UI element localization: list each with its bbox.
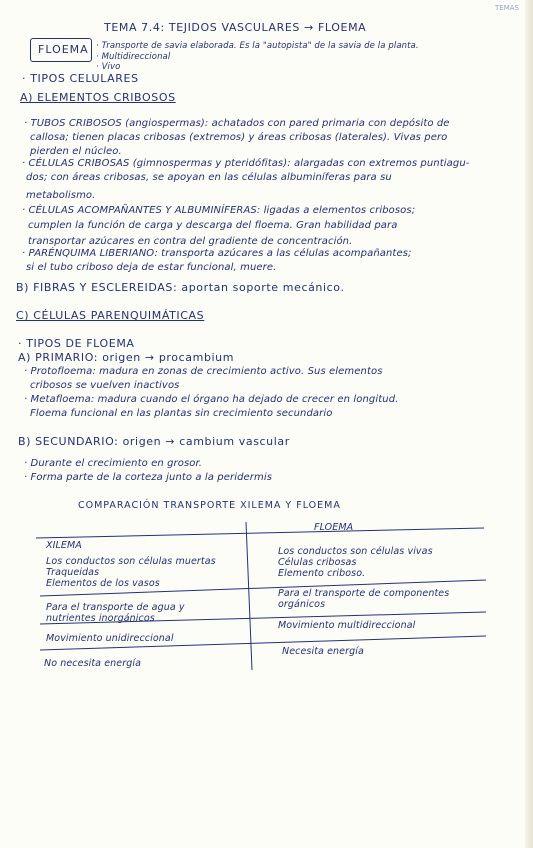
text-line: · CÉLULAS ACOMPAÑANTES Y ALBUMINÍFERAS: ligadas a elementos cribosos; — [22, 205, 416, 216]
floema-box-label: FLOEMA — [38, 43, 89, 56]
text-line: · Protofloema: madura en zonas de crecimiento activo. Sus elementos — [24, 366, 383, 377]
text-line: Floema funcional en las plantas sin crecimiento secundario — [30, 408, 333, 419]
heading-secundario: B) SECUNDARIO: origen → cambium vascular — [18, 435, 290, 448]
text-line: cribosos se vuelven inactivos — [30, 380, 180, 391]
heading-primario: A) PRIMARIO: origen → procambium — [18, 351, 235, 364]
corner-label: TEMAS — [495, 4, 519, 12]
text-line: · PARÉNQUIMA LIBERIANO: transporta azúcares a las células acompañantes; — [22, 248, 412, 259]
table-column-divider — [246, 522, 252, 670]
table-cell: Movimiento unidireccional — [46, 633, 174, 644]
box-note-1: · Transporte de savia elaborada. Es la "autopista" de la savia de la planta. — [96, 41, 419, 51]
text-line: callosa; tienen placas cribosas (extremos) y áreas cribosas (laterales). Vivas pero — [30, 132, 448, 143]
table-header-line — [36, 528, 484, 538]
text-line: pierden el núcleo. — [30, 146, 122, 157]
text-line: · CÉLULAS CRIBOSAS (gimnospermas y pteridófitas): alargadas con extremos puntiagu- — [22, 158, 470, 169]
page-title: TEMA 7.4: TEJIDOS VASCULARES → FLOEMA — [104, 21, 367, 34]
table-cell: Los conductos son células muertas Traqueidas Elementos de los vasos — [46, 556, 216, 589]
table-header-floema: FLOEMA — [314, 522, 354, 533]
text-line: dos; con áreas cribosas, se apoyan en las células albuminíferas para su — [26, 172, 392, 183]
text-line: transportar azúcares en contra del gradiente de concentración. — [28, 236, 353, 247]
table-cell: Los conductos son células vivas Células cribosas Elemento criboso. — [278, 546, 433, 579]
table-cell: Necesita energía — [282, 646, 364, 657]
table-cell: Para el transporte de agua y nutrientes inorgánicos — [46, 602, 185, 624]
text-line: · Durante el crecimiento en grosor. — [24, 458, 203, 469]
table-cell: No necesita energía — [44, 658, 142, 669]
section-tipos-celulares: · TIPOS CELULARES — [22, 72, 139, 85]
heading-celulas-parenquimaticas: C) CÉLULAS PARENQUIMÁTICAS — [16, 309, 205, 322]
box-note-3: · Vivo — [96, 62, 121, 72]
text-line: metabolismo. — [26, 190, 96, 201]
section-tipos-floema: · TIPOS DE FLOEMA — [18, 337, 135, 350]
table-cell: Movimiento multidireccional — [278, 620, 416, 631]
box-note-2: · Multidireccional — [96, 52, 171, 62]
heading-elementos-cribosos: A) ELEMENTOS CRIBOSOS — [20, 91, 176, 104]
text-line: · Forma parte de la corteza junto a la peridermis — [24, 472, 273, 483]
text-line: · Metafloema: madura cuando el órgano ha dejado de crecer en longitud. — [24, 394, 399, 405]
table-cell: Para el transporte de componentes orgánicos — [278, 588, 450, 610]
text-line: · TUBOS CRIBOSOS (angiospermas): achatados con pared primaria con depósito de — [24, 118, 450, 129]
text-line: cumplen la función de carga y descarga del floema. Gran habilidad para — [28, 220, 398, 231]
text-line: si el tubo criboso deja de estar funcional, muere. — [26, 262, 277, 273]
heading-fibras: B) FIBRAS Y ESCLEREIDAS: aportan soporte mecánico. — [16, 281, 345, 294]
table-title: COMPARACIÓN TRANSPORTE XILEMA Y FLOEMA — [78, 500, 341, 511]
table-header-xilema: XILEMA — [46, 540, 82, 551]
